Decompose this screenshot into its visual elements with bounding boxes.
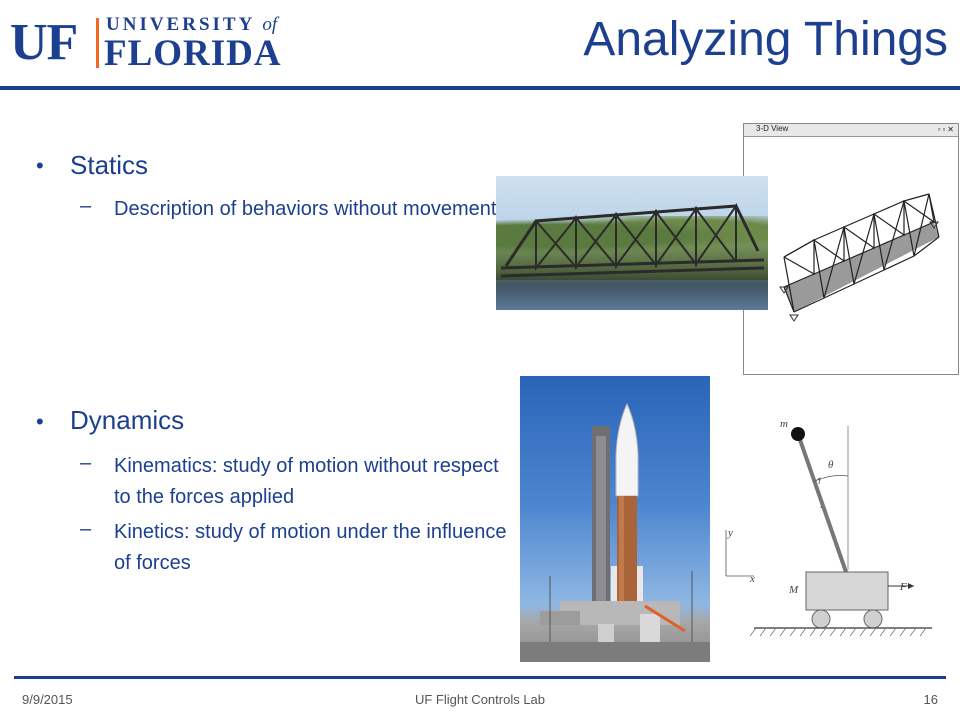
footer-center: UF Flight Controls Lab	[414, 692, 546, 707]
statics-item-1: Description of behaviors without movement	[114, 198, 497, 220]
footer-page-number: 16	[923, 692, 938, 707]
label-y: y	[728, 527, 733, 539]
inverted-pendulum-diagram	[716, 404, 948, 656]
logo-florida: FLORIDA	[104, 33, 282, 74]
label-M: M	[789, 584, 799, 596]
uf-logo	[10, 12, 282, 74]
label-theta: θ	[828, 459, 834, 471]
label-F: F	[900, 581, 907, 593]
slide-title: Analyzing Things	[583, 13, 948, 66]
footer-date: 9/9/2015	[22, 692, 73, 707]
window-titlebar	[744, 124, 958, 137]
bullet-statics: •	[36, 153, 44, 178]
rocket-drawing	[520, 376, 710, 662]
bullet-dynamics: •	[36, 409, 44, 434]
dash-icon: –	[80, 452, 92, 474]
dash-icon: –	[80, 518, 92, 540]
logo-uf: UF	[10, 14, 78, 71]
logo-divider	[96, 18, 99, 68]
truss-drawing	[744, 137, 958, 374]
label-m: m	[780, 418, 788, 430]
bridge-photo	[496, 176, 768, 310]
window-controls-icon: ▫▫✕	[937, 125, 956, 134]
dynamics-item-1: Kinematics: study of motion without respect to the forces applied	[114, 455, 499, 508]
footer-rule	[14, 676, 946, 679]
rocket-photo	[520, 376, 710, 662]
logo-university: UNIVERSITY of	[106, 14, 278, 35]
window-title: 3-D View	[756, 124, 789, 133]
header-rule	[0, 86, 960, 90]
truss-3d-view-image	[743, 123, 959, 375]
label-x: x	[750, 573, 755, 585]
dash-icon: –	[80, 195, 92, 217]
heading-statics: Statics	[70, 150, 149, 180]
dynamics-item-2: Kinetics: study of motion under the influence of forces	[114, 521, 507, 574]
heading-dynamics: Dynamics	[70, 405, 185, 435]
bridge-truss-drawing	[496, 176, 768, 310]
